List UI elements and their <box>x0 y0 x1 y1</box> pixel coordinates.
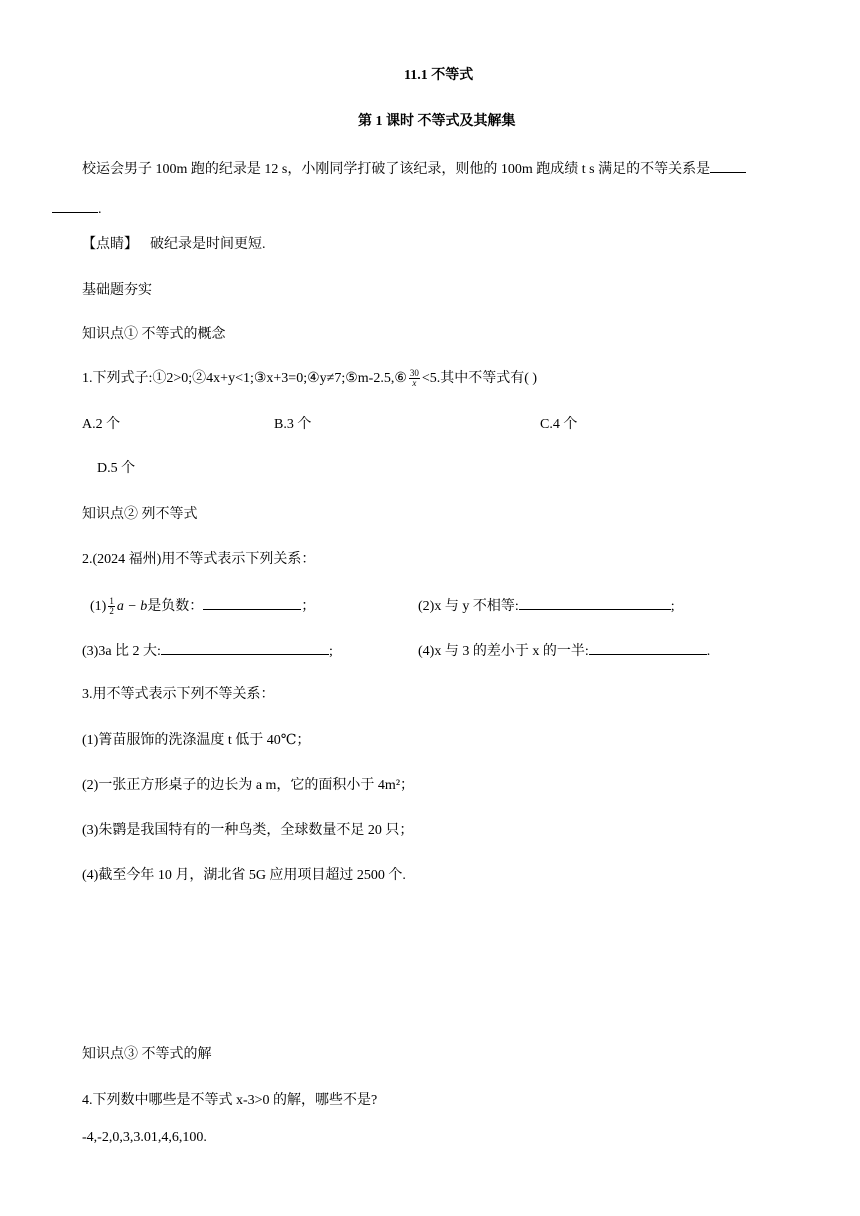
q2-1-expression: a − b <box>116 599 148 614</box>
intro-answer-blank-2[interactable] <box>52 198 98 213</box>
kp1-title: 知识点① 不等式的概念 <box>82 327 226 342</box>
question-4-stem: 4.下列数中哪些是不等式 x-3>0 的解，哪些不是? <box>82 1093 378 1108</box>
option-a[interactable]: A.2 个 <box>82 417 121 432</box>
q2-1-text: 是负数： <box>147 599 204 614</box>
lesson-title: 第 1 课时 不等式及其解集 <box>358 114 516 129</box>
option-b[interactable]: B.3 个 <box>274 417 312 432</box>
question-3-item-2: (2)一张正方形桌子的边长为 a m，它的面积小于 4m²； <box>82 778 415 793</box>
q2-1-frac-num: 1 <box>109 596 114 607</box>
intro-end: . <box>98 202 102 217</box>
question-3-item-4: (4)截至今年 10 月，湖北省 5G 应用项目超过 2500 个. <box>82 868 406 883</box>
question-1 <box>82 369 537 389</box>
q2-4-text: (4)x 与 3 的差小于 x 的一半: <box>418 644 589 659</box>
q2-1-prefix: (1) <box>90 599 107 614</box>
q1-frac-num: 30 <box>409 368 419 379</box>
kp3-title: 知识点③ 不等式的解 <box>82 1047 212 1062</box>
question-2-stem: 2.(2024 福州)用不等式表示下列关系： <box>82 552 316 567</box>
intro-line-2 <box>52 198 102 220</box>
q2-1-end: ； <box>301 599 316 614</box>
q1-fraction <box>409 369 420 388</box>
hint <box>82 235 266 255</box>
hint-text: 破纪录是时间更短. <box>150 237 266 252</box>
question-2-1 <box>90 595 315 617</box>
q2-3-text: (3)3a 比 2 大: <box>82 644 161 659</box>
option-d[interactable]: D.5 个 <box>97 461 136 476</box>
q2-1-frac-den: 2 <box>109 606 114 617</box>
question-3-stem: 3.用不等式表示下列不等关系： <box>82 687 275 702</box>
kp2-title: 知识点② 列不等式 <box>82 507 198 522</box>
q2-3-answer-blank[interactable] <box>161 640 329 655</box>
intro-line-1 <box>82 158 746 180</box>
q2-1-answer-blank[interactable] <box>203 595 301 610</box>
question-3-item-3: (3)朱鹮是我国特有的一种鸟类，全球数量不足 20 只； <box>82 823 414 838</box>
q1-prefix: 1.下列式子:①2>0;②4x+y<1;③x+3=0;④y≠7;⑤m-2.5,⑥ <box>82 371 407 386</box>
question-2-3 <box>82 640 333 662</box>
question-3-item-1: (1)箐苗服饰的洗涤温度 t 低于 40℃； <box>82 733 311 748</box>
basic-section-title: 基础题夯实 <box>82 283 152 298</box>
question-4-numbers: -4,-2,0,3,3.01,4,6,100. <box>82 1130 207 1145</box>
section-title: 11.1 不等式 <box>404 68 474 83</box>
intro-answer-blank-1[interactable] <box>710 158 746 173</box>
q2-3-end: ; <box>328 644 333 659</box>
question-2-4 <box>418 640 710 662</box>
q2-4-answer-blank[interactable] <box>589 640 707 655</box>
intro-text: 校运会男子 100m 跑的纪录是 12 s，小刚同学打破了该纪录，则他的 100m 跑成绩 t s 满足的不等关系是 <box>82 162 711 177</box>
hint-label: 【点睛】 <box>82 237 138 252</box>
q1-frac-den: x <box>412 378 417 389</box>
q2-4-end: . <box>706 644 711 659</box>
q2-2-end: ; <box>670 599 675 614</box>
q2-2-text: (2)x 与 y 不相等: <box>418 599 519 614</box>
q1-suffix: <5.其中不等式有( ) <box>421 371 538 386</box>
option-c[interactable]: C.4 个 <box>540 417 578 432</box>
q2-2-answer-blank[interactable] <box>519 595 671 610</box>
q2-1-fraction <box>108 597 115 616</box>
question-2-2 <box>418 595 675 617</box>
